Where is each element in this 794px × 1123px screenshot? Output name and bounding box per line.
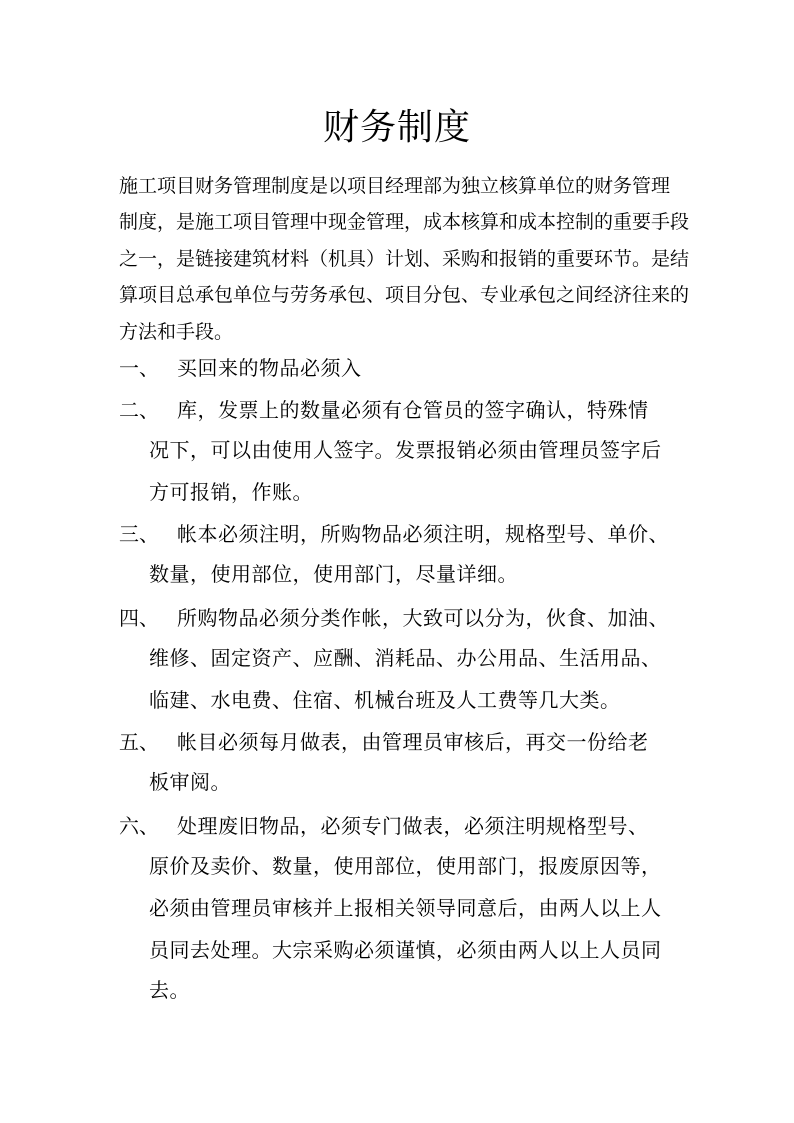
rule-line: 原价及卖价、数量，使用部位，使用部门，报废原因等， [149, 854, 662, 878]
rule-line: 去。 [149, 978, 190, 1002]
intro-line: 之一，是链接建筑材料（机具）计划、采购和报销的重要环节。是结 [119, 247, 690, 270]
rule-number: 三、 [119, 522, 159, 546]
rule-line: 处理废旧物品，必须专门做表，必须注明规格型号、 [177, 814, 649, 838]
intro-line: 制度，是施工项目管理中现金管理，成本核算和成本控制的重要手段 [119, 211, 690, 234]
rule-line: 临建、水电费、住宿、机械台班及人工费等几大类。 [149, 688, 621, 712]
rule-number: 六、 [119, 814, 159, 838]
document-title: 财务制度 [322, 107, 471, 148]
rule-line: 维修、固定资产、应酬、消耗品、办公用品、生活用品、 [149, 646, 662, 670]
rule-line: 况下，可以由使用人签字。发票报销必须由管理员签字后 [149, 438, 662, 462]
rule-number: 二、 [119, 398, 159, 422]
rule-line: 板审阅。 [149, 770, 231, 794]
rule-line: 数量，使用部位，使用部门，尽量详细。 [149, 562, 518, 586]
rule-line: 帐本必须注明，所购物品必须注明，规格型号、单价、 [177, 522, 669, 546]
rule-number: 四、 [119, 606, 159, 630]
rule-line: 所购物品必须分类作帐，大致可以分为，伙食、加油、 [177, 606, 669, 630]
rule-line: 买回来的物品必须入 [177, 356, 362, 380]
rule-line: 帐目必须每月做表，由管理员审核后，再交一份给老 [177, 730, 649, 754]
rule-number: 五、 [119, 730, 159, 754]
intro-line: 方法和手段。 [119, 320, 234, 343]
rule-line: 员同去处理。大宗采购必须谨慎，必须由两人以上人员同 [149, 938, 662, 962]
rule-line: 库，发票上的数量必须有仓管员的签字确认，特殊情 [177, 398, 649, 422]
rule-line: 方可报销，作账。 [149, 480, 313, 504]
rule-number: 一、 [119, 356, 159, 380]
intro-line: 施工项目财务管理制度是以项目经理部为独立核算单位的财务管理 [119, 175, 671, 197]
rule-line: 必须由管理员审核并上报相关领导同意后，由两人以上人 [149, 896, 662, 920]
intro-line: 算项目总承包单位与劳务承包、项目分包、专业承包之间经济往来的 [119, 284, 690, 307]
